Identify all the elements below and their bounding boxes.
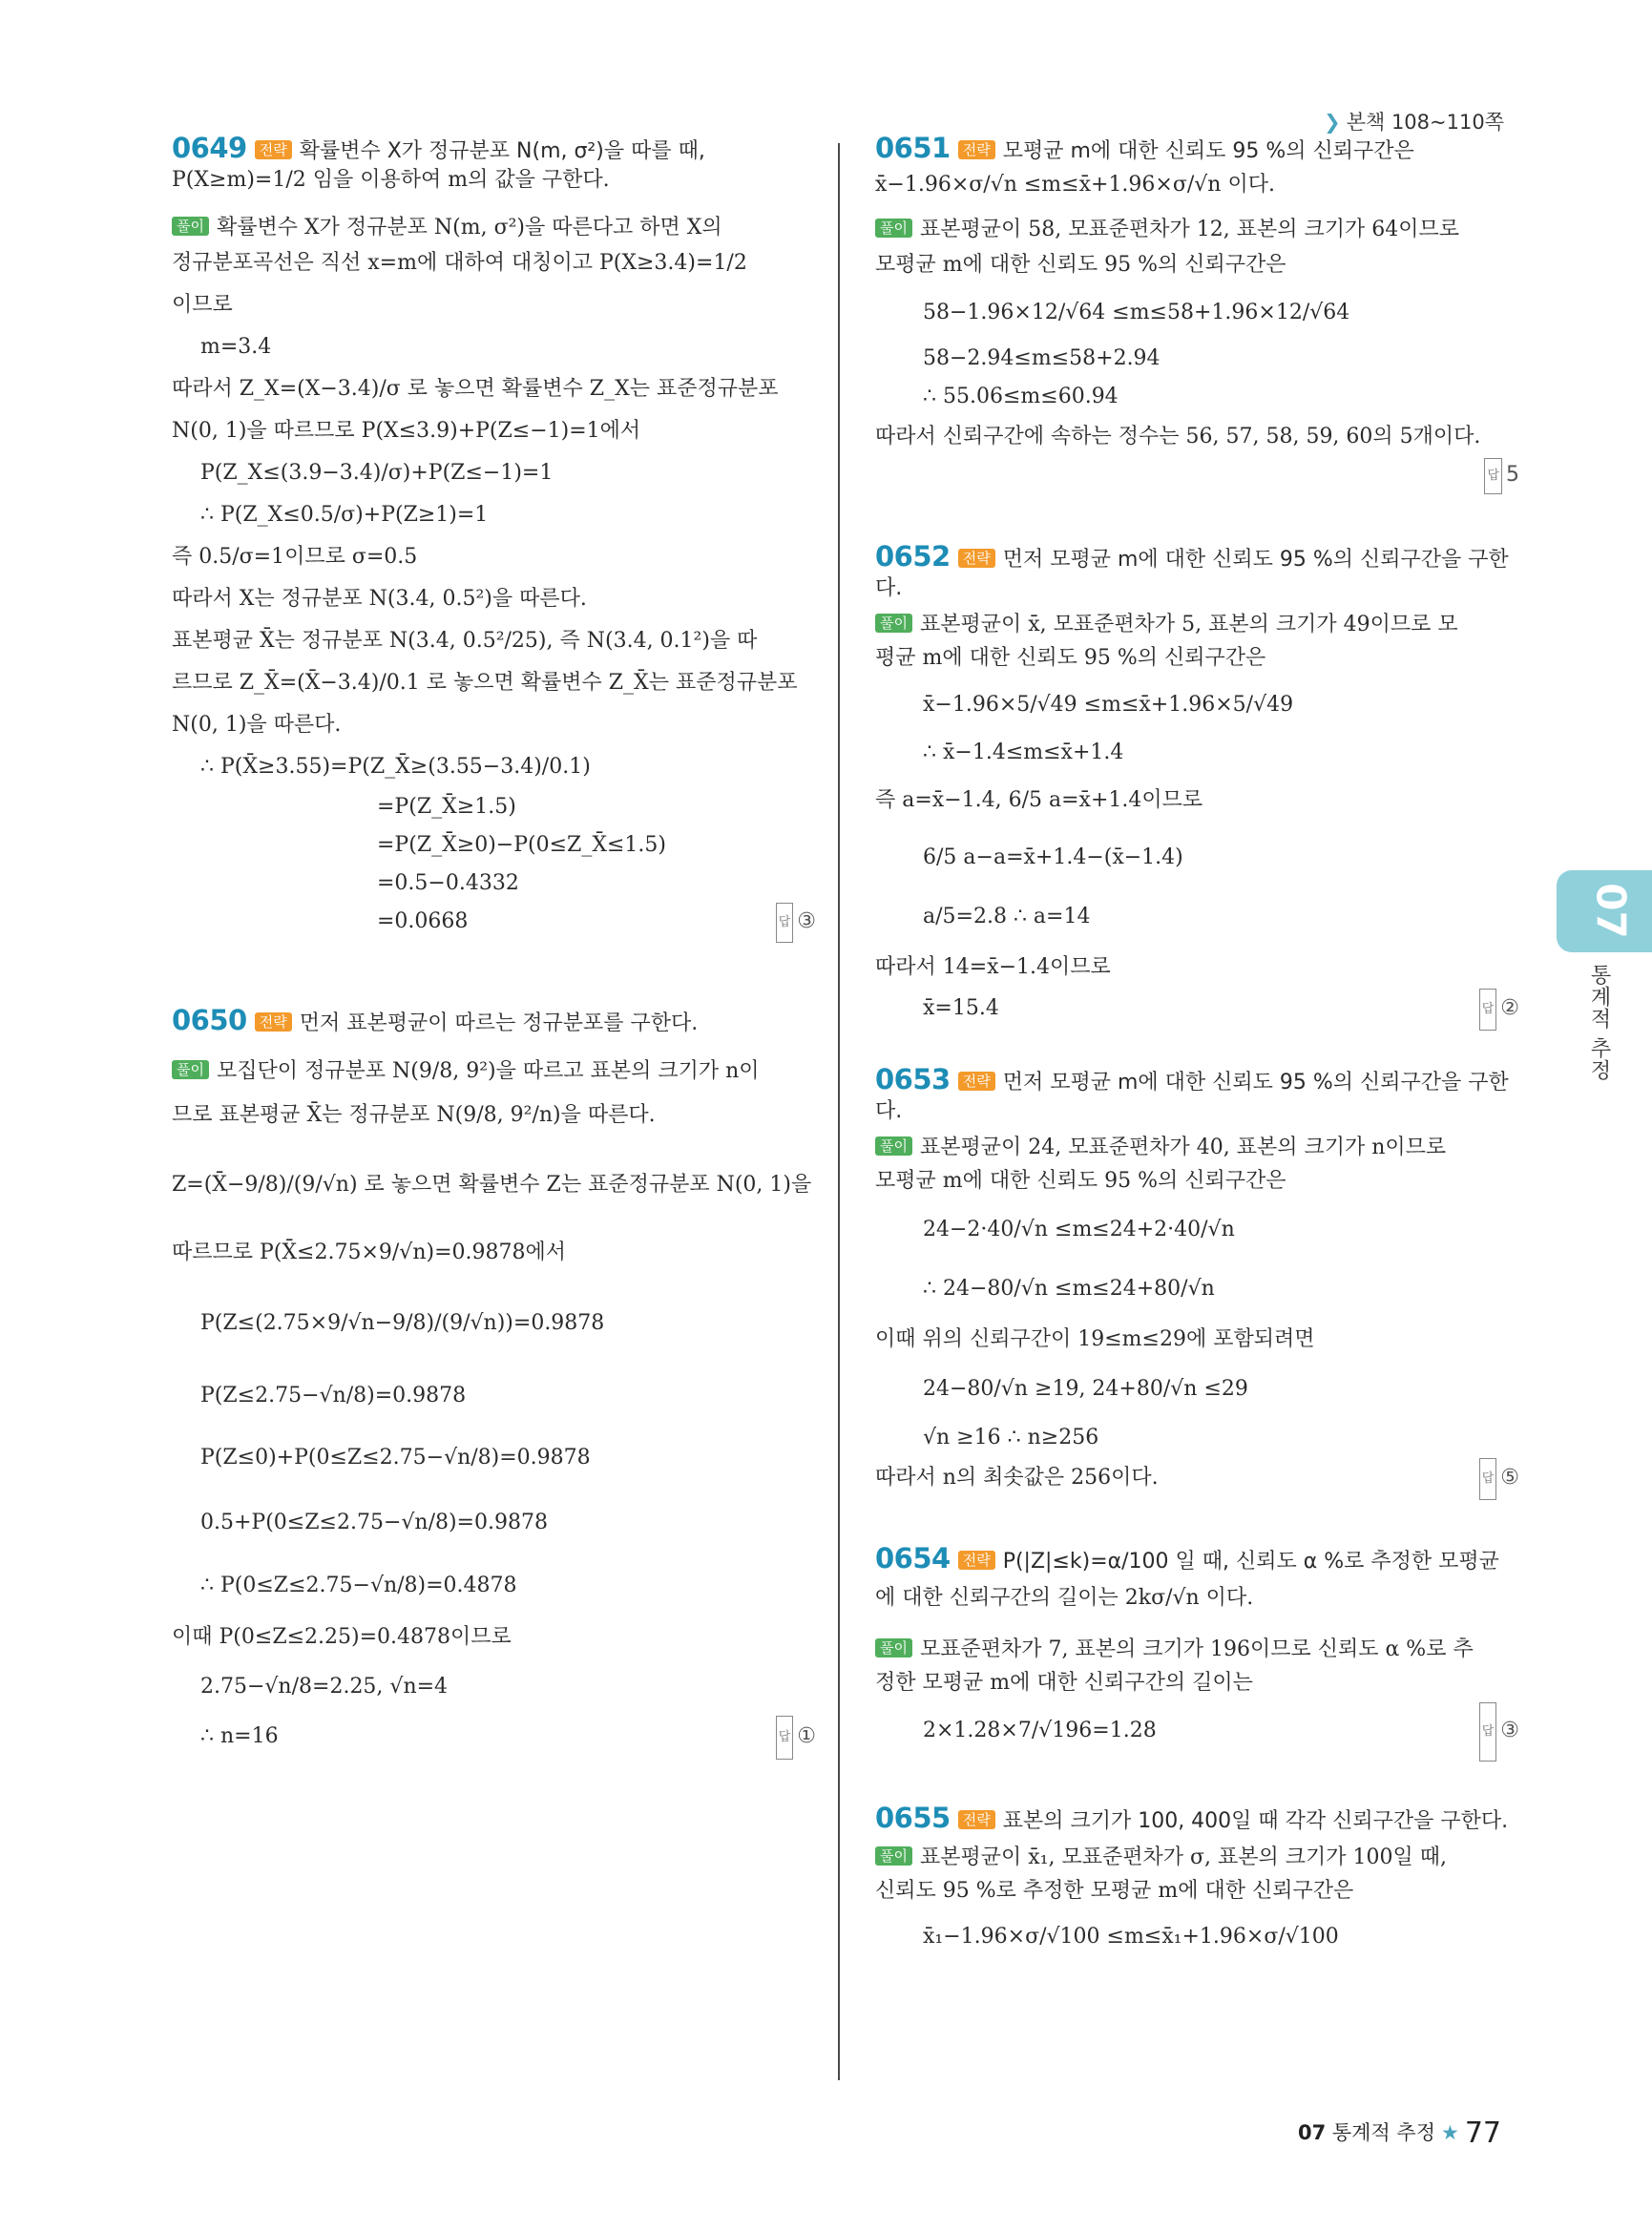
solution-tag: 풀이 bbox=[875, 1846, 912, 1866]
page-number: 77 bbox=[1464, 2116, 1501, 2150]
answer-icon: 답 bbox=[1479, 989, 1497, 1031]
problem-0651 bbox=[875, 134, 1519, 492]
solution-line: 모표준편차가 7, 표본의 크기가 196이므로 신뢰도 α %로 추 bbox=[919, 1637, 1474, 1661]
problem-header bbox=[875, 1804, 1519, 1836]
solution-line: 표본평균이 58, 모표준편차가 12, 표본의 크기가 64이므로 bbox=[919, 218, 1459, 241]
solution-line: 2.75−√n/8=2.25, √n=4 bbox=[200, 1675, 449, 1699]
solution-line: 표본평균이 x̄, 모표준편차가 5, 표본의 크기가 49이므로 모 bbox=[919, 613, 1458, 636]
problem-number: 0650 bbox=[172, 1004, 247, 1036]
answer-value: ② bbox=[1500, 996, 1519, 1020]
answer-value: ① bbox=[797, 1724, 816, 1748]
page-reference bbox=[1324, 107, 1504, 136]
strategy-text: 표본의 크기가 100, 400일 때 각각 신뢰구간을 구한다. bbox=[1002, 1809, 1509, 1833]
solution-line: Z=(X̄−9/8)/(9/√n) 로 놓으면 확률변수 Z는 표준정규분포 N(0, 1)을 bbox=[172, 1173, 812, 1197]
strategy-text: 확률변수 X가 정규분포 N(m, σ²)을 따를 때, bbox=[299, 139, 705, 163]
solution-line: 모집단이 정규분포 N(9/8, 9²)을 따르고 표본의 크기가 n이 bbox=[216, 1059, 760, 1083]
problem-number: 0651 bbox=[875, 132, 951, 164]
solution-line: =0.5−0.4332 bbox=[377, 871, 519, 895]
solution-line: 58−1.96×12/√64 ≤m≤58+1.96×12/√64 bbox=[923, 301, 1350, 324]
arrow-icon: ❯ bbox=[1324, 111, 1341, 134]
solution-tag: 풀이 bbox=[875, 1638, 912, 1658]
problem-header bbox=[875, 134, 1519, 166]
reference-text: 본책 108~110쪽 bbox=[1346, 111, 1504, 134]
solution-line: a/5=2.8 ∴ a=14 bbox=[923, 905, 1091, 928]
answer-value: 5 bbox=[1506, 463, 1519, 487]
solution-line: 6/5 a−a=x̄+1.4−(x̄−1.4) bbox=[923, 845, 1183, 869]
solution-tag: 풀이 bbox=[875, 1136, 912, 1156]
problem-0649 bbox=[172, 134, 816, 941]
problem-header bbox=[172, 1006, 816, 1038]
solution-line: 2×1.28×7/√196=1.28 bbox=[923, 1719, 1157, 1742]
problem-number: 0652 bbox=[875, 540, 951, 573]
answer-icon: 답 bbox=[776, 903, 794, 943]
solution-tag: 풀이 bbox=[875, 614, 912, 633]
solution-line: x̄−1.96×5/√49 ≤m≤x̄+1.96×5/√49 bbox=[923, 693, 1294, 717]
problem-number: 0653 bbox=[875, 1063, 951, 1095]
solution-line: 표본평균이 x̄₁, 모표준편차가 σ, 표본의 크기가 100일 때, bbox=[919, 1845, 1447, 1869]
right-column bbox=[875, 134, 1519, 1964]
solution-tag: 풀이 bbox=[172, 1060, 209, 1079]
solution-line: m=3.4 bbox=[200, 335, 272, 359]
answer-value: ③ bbox=[797, 909, 816, 933]
solution-line: 이때 P(0≤Z≤2.25)=0.4878이므로 bbox=[172, 1625, 512, 1649]
strategy-text-2: P(X≥m)=1/2 임을 이용하여 m의 값을 구한다. bbox=[172, 168, 610, 192]
answer-icon: 답 bbox=[1479, 1702, 1497, 1762]
solution-line: 58−2.94≤m≤58+2.94 bbox=[923, 346, 1161, 370]
problem-0653 bbox=[875, 1065, 1519, 1498]
column-divider bbox=[838, 143, 840, 2080]
solution-line: 모평균 m에 대한 신뢰도 95 %의 신뢰구간은 bbox=[875, 1169, 1286, 1193]
solution-line: 이므로 bbox=[172, 293, 233, 317]
solution-line: 이때 위의 신뢰구간이 19≤m≤29에 포함되려면 bbox=[875, 1327, 1315, 1351]
answer bbox=[776, 1716, 816, 1760]
solution-line: ∴ P(Z_X≤0.5/σ)+P(Z≥1)=1 bbox=[200, 503, 489, 527]
solution-line: 므로 표본평균 X̄는 정규분포 N(9/8, 9²/n)을 따른다. bbox=[172, 1103, 656, 1127]
answer bbox=[1479, 1702, 1519, 1762]
solution-line: 정규분포곡선은 직선 x=m에 대하여 대칭이고 P(X≥3.4)=1/2 bbox=[172, 251, 747, 275]
chapter-number: 07 bbox=[1587, 883, 1635, 939]
strategy-tag: 전략 bbox=[958, 140, 995, 159]
problem-header bbox=[875, 1544, 1519, 1576]
answer bbox=[1479, 1458, 1519, 1500]
answer-icon: 답 bbox=[1484, 458, 1502, 494]
star-icon: ★ bbox=[1440, 2121, 1459, 2144]
problem-header bbox=[172, 134, 816, 166]
strategy-tag: 전략 bbox=[958, 1810, 995, 1829]
strategy-tag: 전략 bbox=[958, 549, 995, 568]
chapter-tab bbox=[1557, 870, 1652, 952]
strategy-text-2: x̄−1.96×σ/√n ≤m≤x̄+1.96×σ/√n 이다. bbox=[875, 173, 1275, 197]
strategy-text: 먼저 모평균 m에 대한 신뢰도 95 %의 신뢰구간을 구한다. bbox=[875, 548, 1509, 600]
answer-icon: 답 bbox=[1479, 1458, 1497, 1500]
solution-line: N(0, 1)을 따른다. bbox=[172, 713, 342, 737]
solution-line: 따르므로 P(X̄≤2.75×9/√n)=0.9878에서 bbox=[172, 1241, 566, 1264]
problem-0652 bbox=[875, 542, 1519, 1029]
solution-line: P(Z≤2.75−√n/8)=0.9878 bbox=[200, 1384, 467, 1407]
answer-value: ③ bbox=[1500, 1719, 1519, 1742]
answer-value: ⑤ bbox=[1500, 1466, 1519, 1490]
solution-tag: 풀이 bbox=[875, 219, 912, 238]
solution-line: √n ≥16 ∴ n≥256 bbox=[923, 1426, 1099, 1449]
solution-line: 0.5+P(0≤Z≤2.75−√n/8)=0.9878 bbox=[200, 1511, 548, 1534]
solution-line: =P(Z_X̄≥0)−P(0≤Z_X̄≤1.5) bbox=[377, 833, 666, 857]
answer bbox=[1484, 458, 1519, 494]
solution-line: 모평균 m에 대한 신뢰도 95 %의 신뢰구간은 bbox=[875, 253, 1286, 277]
page-footer bbox=[1298, 2116, 1501, 2150]
solution-line: 르므로 Z_X̄=(X̄−3.4)/0.1 로 놓으면 확률변수 Z_X̄는 표준정규분포 bbox=[172, 671, 798, 695]
strategy-text: P(|Z|≤k)=α/100 일 때, 신뢰도 α %로 추정한 모평균 bbox=[1002, 1550, 1499, 1574]
footer-chapter: 07 bbox=[1297, 2121, 1327, 2144]
strategy-tag: 전략 bbox=[958, 1551, 995, 1570]
solution-line: ∴ x̄−1.4≤m≤x̄+1.4 bbox=[923, 740, 1124, 764]
problem-header bbox=[875, 542, 1519, 603]
solution-line: P(Z_X≤(3.9−3.4)/σ)+P(Z≤−1)=1 bbox=[200, 461, 554, 485]
solution-line: 24−2·40/√n ≤m≤24+2·40/√n bbox=[923, 1218, 1235, 1241]
problem-0650 bbox=[172, 1006, 816, 1758]
solution-line: 따라서 n의 최솟값은 256이다. bbox=[875, 1466, 1159, 1490]
solution-line: =P(Z_X̄≥1.5) bbox=[377, 795, 516, 819]
footer-title: 통계적 추정 bbox=[1331, 2121, 1435, 2144]
solution-line: 따라서 14=x̄−1.4이므로 bbox=[875, 955, 1111, 979]
solution-line: =0.0668 bbox=[377, 909, 469, 933]
strategy-text: 먼저 모평균 m에 대한 신뢰도 95 %의 신뢰구간을 구한다. bbox=[875, 1071, 1509, 1123]
solution-line: 평균 m에 대한 신뢰도 95 %의 신뢰구간은 bbox=[875, 646, 1266, 670]
solution-line: 신뢰도 95 %로 추정한 모평균 m에 대한 신뢰구간은 bbox=[875, 1879, 1354, 1903]
strategy-tag: 전략 bbox=[255, 140, 292, 159]
solution-line: 정한 모평균 m에 대한 신뢰구간의 길이는 bbox=[875, 1671, 1253, 1695]
solution-line: 즉 0.5/σ=1이므로 σ=0.5 bbox=[172, 545, 418, 569]
solution-line: ∴ P(0≤Z≤2.75−√n/8)=0.4878 bbox=[200, 1574, 517, 1597]
solution-line: 표본평균 X̄는 정규분포 N(3.4, 0.5²/25), 즉 N(3.4, 0.1²)을 따 bbox=[172, 629, 758, 653]
strategy-text-2: 에 대한 신뢰구간의 길이는 2kσ/√n 이다. bbox=[875, 1586, 1254, 1610]
solution-line: ∴ 24−80/√n ≤m≤24+80/√n bbox=[923, 1277, 1215, 1301]
solution-line: 따라서 Z_X=(X−3.4)/σ 로 놓으면 확률변수 Z_X는 표준정규분포 bbox=[172, 377, 779, 401]
solution-line: 따라서 X는 정규분포 N(3.4, 0.5²)을 따른다. bbox=[172, 587, 587, 611]
strategy-tag: 전략 bbox=[958, 1072, 995, 1091]
problem-number: 0655 bbox=[875, 1802, 951, 1834]
solution-line: 24−80/√n ≥19, 24+80/√n ≤29 bbox=[923, 1377, 1248, 1401]
left-column bbox=[172, 134, 816, 1758]
problem-number: 0649 bbox=[172, 132, 247, 164]
answer bbox=[776, 903, 816, 943]
problem-0655 bbox=[875, 1804, 1519, 1964]
solution-line: ∴ n=16 bbox=[200, 1724, 279, 1748]
solution-line: ∴ 55.06≤m≤60.94 bbox=[923, 385, 1119, 408]
chapter-side-title: 통계적 추정 bbox=[1587, 964, 1611, 1081]
solution-line: P(Z≤(2.75×9/√n−9/8)/(9/√n))=0.9878 bbox=[200, 1311, 605, 1335]
solution-tag: 풀이 bbox=[172, 217, 209, 236]
solution-line: x̄₁−1.96×σ/√100 ≤m≤x̄₁+1.96×σ/√100 bbox=[923, 1925, 1339, 1949]
strategy-text: 먼저 표본평균이 따르는 정규분포를 구한다. bbox=[299, 1011, 699, 1035]
solution-line: x̄=15.4 bbox=[923, 996, 999, 1020]
strategy-text: 모평균 m에 대한 신뢰도 95 %의 신뢰구간은 bbox=[1002, 139, 1414, 163]
answer-icon: 답 bbox=[776, 1716, 794, 1760]
solution-line: ∴ P(X̄≥3.55)=P(Z_X̄≥(3.55−3.4)/0.1) bbox=[200, 755, 591, 779]
problem-0654 bbox=[875, 1544, 1519, 1760]
strategy-tag: 전략 bbox=[255, 1012, 292, 1032]
problem-number: 0654 bbox=[875, 1542, 951, 1574]
solution-line: 따라서 신뢰구간에 속하는 정수는 56, 57, 58, 59, 60의 5개이다. bbox=[875, 425, 1481, 448]
problem-header bbox=[875, 1065, 1519, 1126]
solution-line: 표본평균이 24, 모표준편차가 40, 표본의 크기가 n이므로 bbox=[919, 1136, 1447, 1159]
solution-line: P(Z≤0)+P(0≤Z≤2.75−√n/8)=0.9878 bbox=[200, 1446, 591, 1470]
solution-line: 확률변수 X가 정규분포 N(m, σ²)을 따른다고 하면 X의 bbox=[216, 216, 722, 240]
answer bbox=[1479, 989, 1519, 1031]
solution-line: N(0, 1)을 따르므로 P(X≤3.9)+P(Z≤−1)=1에서 bbox=[172, 419, 641, 443]
solution-line: 즉 a=x̄−1.4, 6/5 a=x̄+1.4이므로 bbox=[875, 788, 1203, 812]
